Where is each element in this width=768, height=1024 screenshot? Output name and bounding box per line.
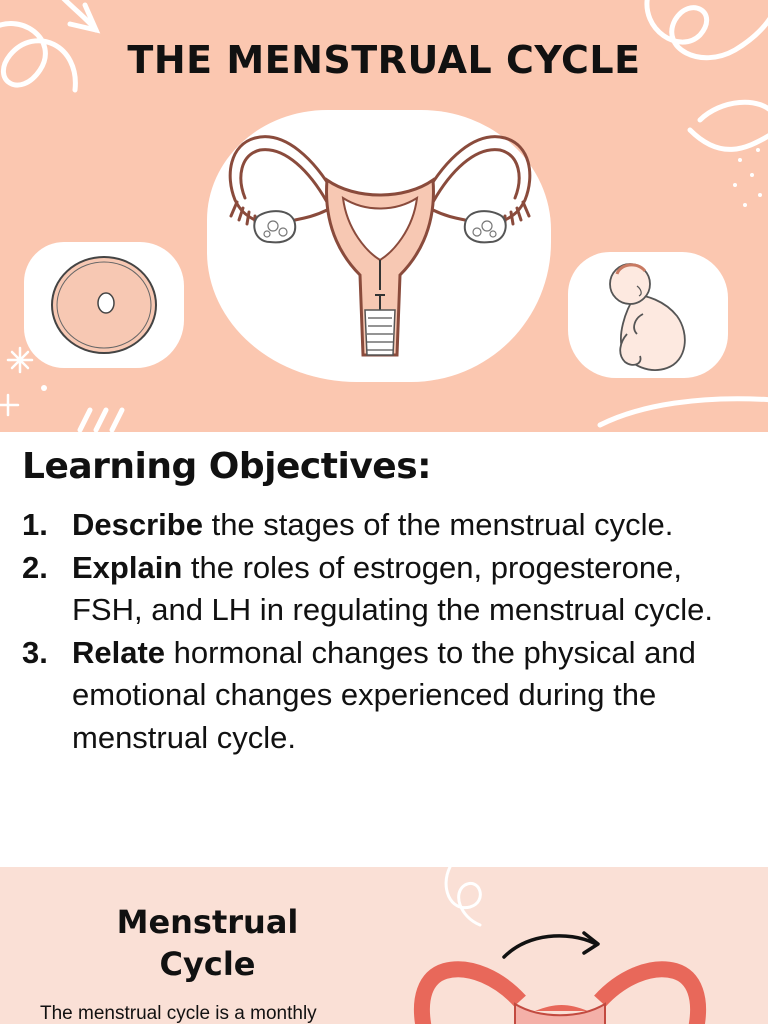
objectives-list — [22, 504, 757, 759]
objective-text: the stages of the menstrual cycle. — [202, 507, 674, 542]
list-number: 1. — [22, 507, 48, 542]
list-number: 3. — [22, 634, 48, 670]
objective-verb: Relate — [72, 634, 166, 670]
objective-verb: Explain — [72, 549, 183, 585]
list-number: 2. — [22, 549, 48, 585]
fetus-icon — [605, 256, 695, 376]
list-item — [22, 547, 757, 632]
objectives-heading: Learning Objectives: — [22, 446, 432, 487]
uterus-diagram-icon — [215, 120, 545, 370]
swirl-decoration-icon — [430, 867, 510, 927]
list-item — [22, 632, 757, 760]
page-title: THE MENSTRUAL CYCLE — [127, 38, 641, 82]
section-intro-text: The menstrual cycle is a monthly — [40, 1003, 317, 1024]
section-title: Menstrual Cycle — [116, 903, 299, 983]
list-item — [22, 504, 757, 547]
learning-objectives-section — [0, 432, 768, 867]
menstrual-cycle-section — [0, 867, 768, 1024]
hero-banner — [0, 0, 768, 432]
objective-text: the roles of estrogen, progesterone, FSH, and LH in regulating the menstrual cycle. — [72, 549, 713, 627]
objective-text: hormonal changes to the physical and emotional changes experienced during the menstrual cycle. — [72, 634, 696, 755]
objective-verb: Describe — [72, 507, 203, 542]
uterus-diagram-icon — [410, 959, 710, 1024]
sparkle-icon — [0, 348, 32, 415]
egg-cell-icon — [48, 253, 160, 358]
